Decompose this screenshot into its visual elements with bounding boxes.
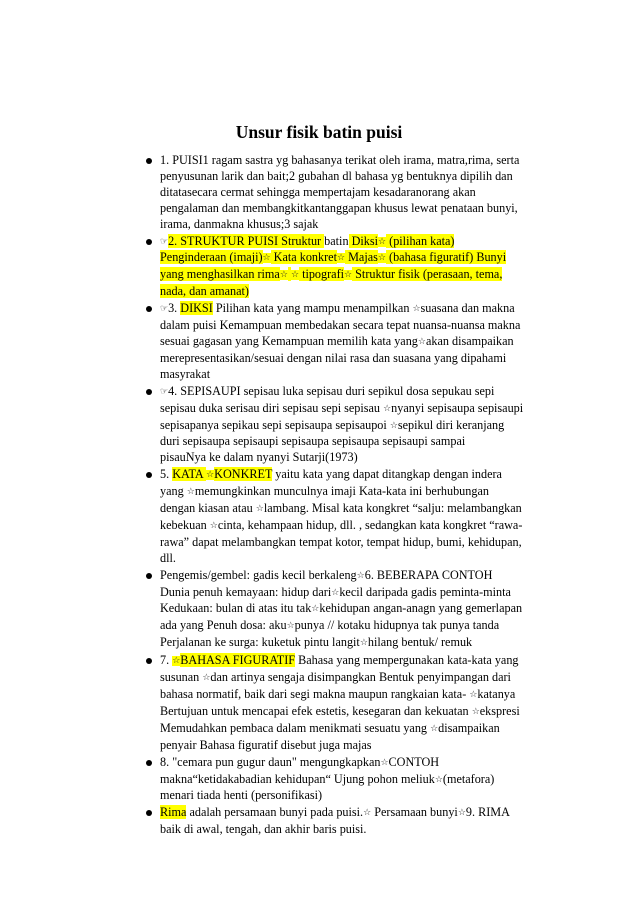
symbol-glyph-icon: ☆ xyxy=(255,504,264,515)
symbol-glyph-icon: ☆ xyxy=(290,270,300,281)
symbol-glyph-icon: ☆ xyxy=(286,621,295,632)
symbol-glyph-icon: ☆ xyxy=(417,336,426,347)
page-title: Unsur fisik batin puisi xyxy=(235,122,403,142)
text-segment: duri sepisaupa sepisaupi sepisaupa sepisaupa sepisaupi sampai xyxy=(160,434,466,449)
text-line xyxy=(160,738,552,754)
symbol-glyph-icon: ☆ xyxy=(430,723,439,734)
text-segment: CONTOH xyxy=(388,754,440,769)
text-segment: sesuai gagasan yang Kemampuan memilih kata yang xyxy=(160,333,418,348)
symbol-glyph-icon: ☞ xyxy=(160,304,169,315)
list-item xyxy=(0,234,552,301)
bullet-icon xyxy=(146,158,152,164)
highlighted-text: Kata konkret xyxy=(270,250,337,265)
list-item xyxy=(0,153,552,233)
text-segment: lambang. Misal kata kongkret “salju: melambangkan xyxy=(263,501,522,516)
text-segment: kehidupan angan-anagn yang gemerlapan xyxy=(319,601,523,616)
text-segment: dengan kiasan atau xyxy=(160,501,256,516)
symbol-glyph-icon: ☆ xyxy=(389,420,398,431)
text-segment: 5. xyxy=(160,467,173,482)
text-segment: 7. xyxy=(160,653,173,668)
text-segment: bahasa normatif, baik dari segi makna maupun rangkaian kata- xyxy=(160,687,470,701)
text-segment: cinta, kehampaan hidup, dll. , sedangkan kata kongkret “rawa- xyxy=(217,517,523,532)
highlighted-text: Struktur fisik (perasaan, tema, xyxy=(352,267,503,282)
text-line xyxy=(160,301,552,318)
symbol-glyph-icon: ☆ xyxy=(356,570,365,581)
symbol-glyph-icon: ☆ xyxy=(344,270,353,281)
text-line xyxy=(160,585,552,602)
highlighted-text: (pilihan kata) xyxy=(386,233,455,248)
symbol-glyph-icon: ☆ xyxy=(457,808,466,819)
text-line xyxy=(160,467,552,484)
bullet-icon xyxy=(146,658,152,664)
text-line xyxy=(160,788,552,804)
bullet-icon xyxy=(146,573,152,579)
text-segment: adalah persamaan bunyi pada puisi. xyxy=(186,805,364,820)
text-line xyxy=(160,234,552,251)
text-segment: makna“ketidakabadian kehidupan“ Ujung pohon meliuk xyxy=(160,771,435,786)
text-segment: 6. BEBERAPA CONTOH xyxy=(364,567,493,582)
text-segment: Bahasa yang mempergunakan kata-kata yang xyxy=(295,653,519,668)
text-segment: sepisapanya sepikau sepi sepisaupa sepisaupoi xyxy=(160,417,390,432)
text-segment: sepisau duka serisau diri sepisau sepi sepisau xyxy=(160,400,384,415)
symbol-glyph-icon: ☆ xyxy=(359,638,368,649)
symbol-glyph-icon: ☆ xyxy=(363,808,372,819)
symbol-glyph-icon: ☆ xyxy=(209,520,218,531)
text-line xyxy=(160,618,552,635)
text-line xyxy=(160,670,552,687)
text-segment: penyusunan larik dan bait;2 gubahan dl bahasa yg bentuknya dipilih dan xyxy=(160,168,513,183)
text-segment: 3. xyxy=(168,301,181,316)
text-segment: 1. PUISI1 ragam sastra yg bahasanya terikat oleh irama, matra,rima, serta xyxy=(160,153,520,167)
text-line xyxy=(160,755,552,772)
symbol-glyph-icon: ☆ xyxy=(469,690,478,700)
text-segment: dan artinya sengaja disimpangkan Bentuk penyimpangan dari xyxy=(210,670,511,685)
text-line xyxy=(160,434,552,450)
text-line xyxy=(160,772,552,789)
text-segment: merepresentasikan/sesuai dengan nilai rasa dan suasana yang dipahami xyxy=(160,350,507,365)
symbol-glyph-icon: ☆ xyxy=(186,487,195,498)
highlighted-text: Majas xyxy=(345,250,378,265)
text-segment: yang xyxy=(160,484,187,499)
text-segment: nyanyi sepisaupa sepisaupi xyxy=(391,400,524,415)
text-segment: irama, danmakna khusus;3 sajak xyxy=(160,216,319,231)
text-segment: ada yang Penuh dosa: aku xyxy=(160,618,287,633)
list-item xyxy=(0,755,552,805)
symbol-glyph-icon: ☞ xyxy=(160,236,169,247)
symbol-glyph-icon: ☆ xyxy=(172,656,181,667)
bullet-icon xyxy=(146,389,152,395)
text-line xyxy=(160,535,552,551)
text-line xyxy=(160,217,552,233)
text-line xyxy=(160,501,552,518)
bullet-list xyxy=(0,153,638,838)
bullet-icon xyxy=(146,472,152,478)
highlighted-text: 2. STRUKTUR PUISI Struktur xyxy=(168,233,325,248)
text-segment: penyair Bahasa figuratif disebut juga majas xyxy=(160,737,372,752)
text-line xyxy=(160,704,552,721)
text-segment: Bertujuan untuk mencapai efek estetis, kesegaran dan kekuatan xyxy=(160,703,472,718)
text-line xyxy=(160,484,552,501)
text-segment: menari tiada henti (personifikasi) xyxy=(160,788,323,803)
symbol-glyph-icon: ☆ xyxy=(331,587,340,598)
text-segment: masyrakat xyxy=(160,366,211,381)
text-segment: kecil daripada gadis peminta-minta xyxy=(339,584,511,599)
text-line xyxy=(160,153,552,169)
text-segment: Pilihan kata yang mampu menampilkan xyxy=(212,301,413,316)
highlighted-text: KONKRET xyxy=(214,467,273,482)
text-segment: sepikul diri keranjang xyxy=(397,417,505,432)
text-line xyxy=(160,201,552,217)
text-segment: pengalaman dan membangkitkantanggapan khusus lewat penataan bunyi, xyxy=(160,200,518,215)
text-line xyxy=(160,284,552,300)
list-item xyxy=(0,805,552,838)
text-segment: Memudahkan pembaca dalam menikmati sesuatu yang xyxy=(160,720,431,735)
text-segment: susunan xyxy=(160,670,203,685)
text-line xyxy=(160,805,552,822)
bullet-icon xyxy=(146,760,152,766)
highlighted-text: DIKSI xyxy=(180,301,213,316)
text-segment: 4. SEPISAUPI sepisau luka sepisau duri sepikul dosa sepukau sepi xyxy=(168,383,495,398)
list-item xyxy=(0,467,552,566)
symbol-glyph-icon: ☆ xyxy=(471,706,480,717)
list-item xyxy=(0,568,552,653)
text-segment: dalam puisi Kemampuan membedakan secara tepat nuansa-nuansa makna xyxy=(160,318,521,333)
list-item xyxy=(0,384,552,467)
symbol-glyph-icon: ☆ xyxy=(202,673,211,684)
text-segment: Kedukaan: bulan di atas itu tak xyxy=(160,601,312,616)
text-segment: baik di awal, tengah, dan akhir baris puisi. xyxy=(160,822,367,837)
text-segment: disampaikan xyxy=(438,720,500,735)
text-line xyxy=(160,518,552,535)
text-segment: hilang bentuk/ remuk xyxy=(367,635,473,650)
bullet-icon xyxy=(146,810,152,816)
text-line xyxy=(160,450,552,466)
symbol-glyph-icon: ☆ xyxy=(311,604,320,615)
text-line xyxy=(160,401,552,418)
text-segment: pisauNya ke dalam nyanyi Sutarji(1973) xyxy=(160,450,358,465)
text-segment: Persamaan bunyi xyxy=(371,805,458,820)
text-line xyxy=(160,551,552,567)
highlighted-text: yang menghasilkan rima xyxy=(160,267,280,282)
text-segment: Pengemis/gembel: gadis kecil berkaleng xyxy=(160,567,357,582)
symbol-glyph-icon: ☆ xyxy=(412,304,421,315)
highlighted-text: Rima xyxy=(160,805,187,820)
symbol-glyph-icon: ☆ xyxy=(383,403,392,414)
text-line xyxy=(160,687,552,704)
symbol-glyph-icon: ☆ xyxy=(377,253,386,264)
highlighted-text: BAHASA FIGURATIF xyxy=(180,653,296,668)
text-segment: memungkinkan munculnya imaji Kata-kata ini berhubungan xyxy=(194,484,489,499)
highlighted-text: tipografi xyxy=(299,267,345,282)
text-line xyxy=(160,653,552,670)
text-segment: kebekuan xyxy=(160,517,210,532)
text-line xyxy=(160,250,552,267)
text-segment: (metafora) xyxy=(442,771,495,786)
text-line xyxy=(160,351,552,367)
text-segment: ditatasecara cermat sehingga mempertajam kesadaranorang akan xyxy=(160,184,476,199)
symbol-glyph-icon: ☆ xyxy=(380,757,389,768)
symbol-glyph-icon: ☞ xyxy=(160,386,169,397)
highlighted-text: (bahasa figuratif) Bunyi xyxy=(385,250,507,265)
text-line xyxy=(160,169,552,185)
text-line xyxy=(160,334,552,351)
bullet-icon xyxy=(146,239,152,245)
symbol-glyph-icon: ☆ xyxy=(206,470,215,481)
text-line xyxy=(160,568,552,585)
text-line xyxy=(160,267,552,284)
text-line xyxy=(160,601,552,618)
text-line xyxy=(160,418,552,435)
text-line xyxy=(160,185,552,201)
text-line xyxy=(160,635,552,652)
text-segment: ekspresi xyxy=(479,703,520,718)
text-segment: 8. "cemara pun gugur daun" mengungkapkan xyxy=(160,754,381,769)
text-segment: yaitu kata yang dapat ditangkap dengan indera xyxy=(272,467,502,482)
text-segment: batin xyxy=(324,233,349,248)
symbol-glyph-icon: ☆ xyxy=(378,236,387,247)
highlighted-text: KATA xyxy=(172,467,207,482)
highlighted-text: Diksi xyxy=(348,233,379,248)
text-segment: akan disampaikan xyxy=(425,333,514,348)
symbol-glyph-icon: ☆ xyxy=(262,253,271,264)
text-line xyxy=(160,721,552,738)
highlighted-text: nada, dan amanat) xyxy=(160,284,249,299)
text-line xyxy=(160,367,552,383)
text-line xyxy=(160,384,552,401)
list-item xyxy=(0,301,552,383)
text-line xyxy=(160,822,552,838)
symbol-glyph-icon: ☆ xyxy=(279,270,288,281)
bullet-icon xyxy=(146,306,152,312)
text-segment: 9. RIMA xyxy=(465,805,510,820)
text-segment: punya // kotaku hidupnya tak punya tanda xyxy=(294,618,500,633)
text-segment: Dunia penuh kemayaan: hidup dari xyxy=(160,584,332,599)
text-line xyxy=(160,318,552,334)
text-segment: katanya xyxy=(477,687,516,701)
symbol-glyph-icon: ☆ xyxy=(434,774,443,785)
text-segment: suasana dan makna xyxy=(420,301,515,316)
symbol-glyph-icon: ☆ xyxy=(336,253,346,264)
text-segment: dll. xyxy=(160,550,176,565)
highlighted-text: Penginderaan (imaji) xyxy=(160,250,263,265)
text-segment: rawa” dapat melambangkan tempat kotor, tempat hidup, bumi, kehidupan, xyxy=(160,534,522,549)
text-segment: Perjalanan ke surga: kuketuk pintu langit xyxy=(160,635,360,650)
list-item xyxy=(0,653,552,753)
